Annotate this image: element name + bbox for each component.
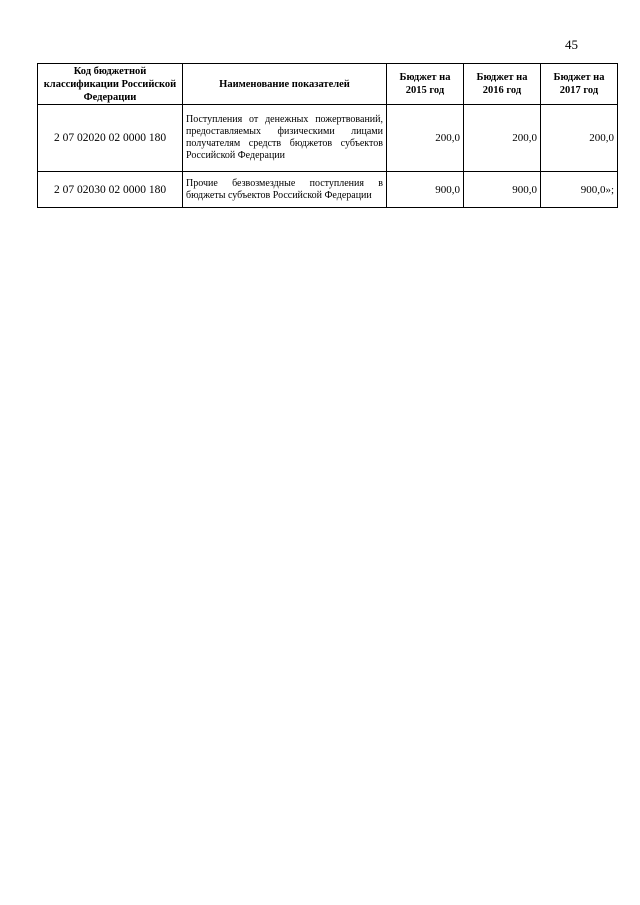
indicator-name-cell: Поступления от денежных пожертвований, предоставляемых физическими лицами получателям средств бюджетов субъектов Российской Федерации — [183, 105, 387, 172]
header-budget-2017: Бюджет на 2017 год — [541, 64, 618, 105]
header-indicator-name: Наименование показателей — [183, 64, 387, 105]
header-budget-code: Код бюджетной классификации Российской Федерации — [38, 64, 183, 105]
header-budget-2016: Бюджет на 2016 год — [464, 64, 541, 105]
indicator-name-cell: Прочие безвозмездные поступления в бюджеты субъектов Российской Федерации — [183, 172, 387, 208]
budget-2017-cell: 900,0»; — [541, 172, 618, 208]
budget-table — [37, 63, 618, 208]
budget-code-cell: 2 07 02020 02 0000 180 — [38, 105, 183, 172]
table-row — [38, 172, 618, 208]
table-header-row — [38, 64, 618, 105]
budget-2017-cell: 200,0 — [541, 105, 618, 172]
budget-code-cell: 2 07 02030 02 0000 180 — [38, 172, 183, 208]
budget-2015-cell: 200,0 — [387, 105, 464, 172]
page-number: 45 — [565, 37, 578, 52]
budget-2016-cell: 200,0 — [464, 105, 541, 172]
budget-2015-cell: 900,0 — [387, 172, 464, 208]
header-budget-2015: Бюджет на 2015 год — [387, 64, 464, 105]
budget-2016-cell: 900,0 — [464, 172, 541, 208]
table-row — [38, 105, 618, 172]
